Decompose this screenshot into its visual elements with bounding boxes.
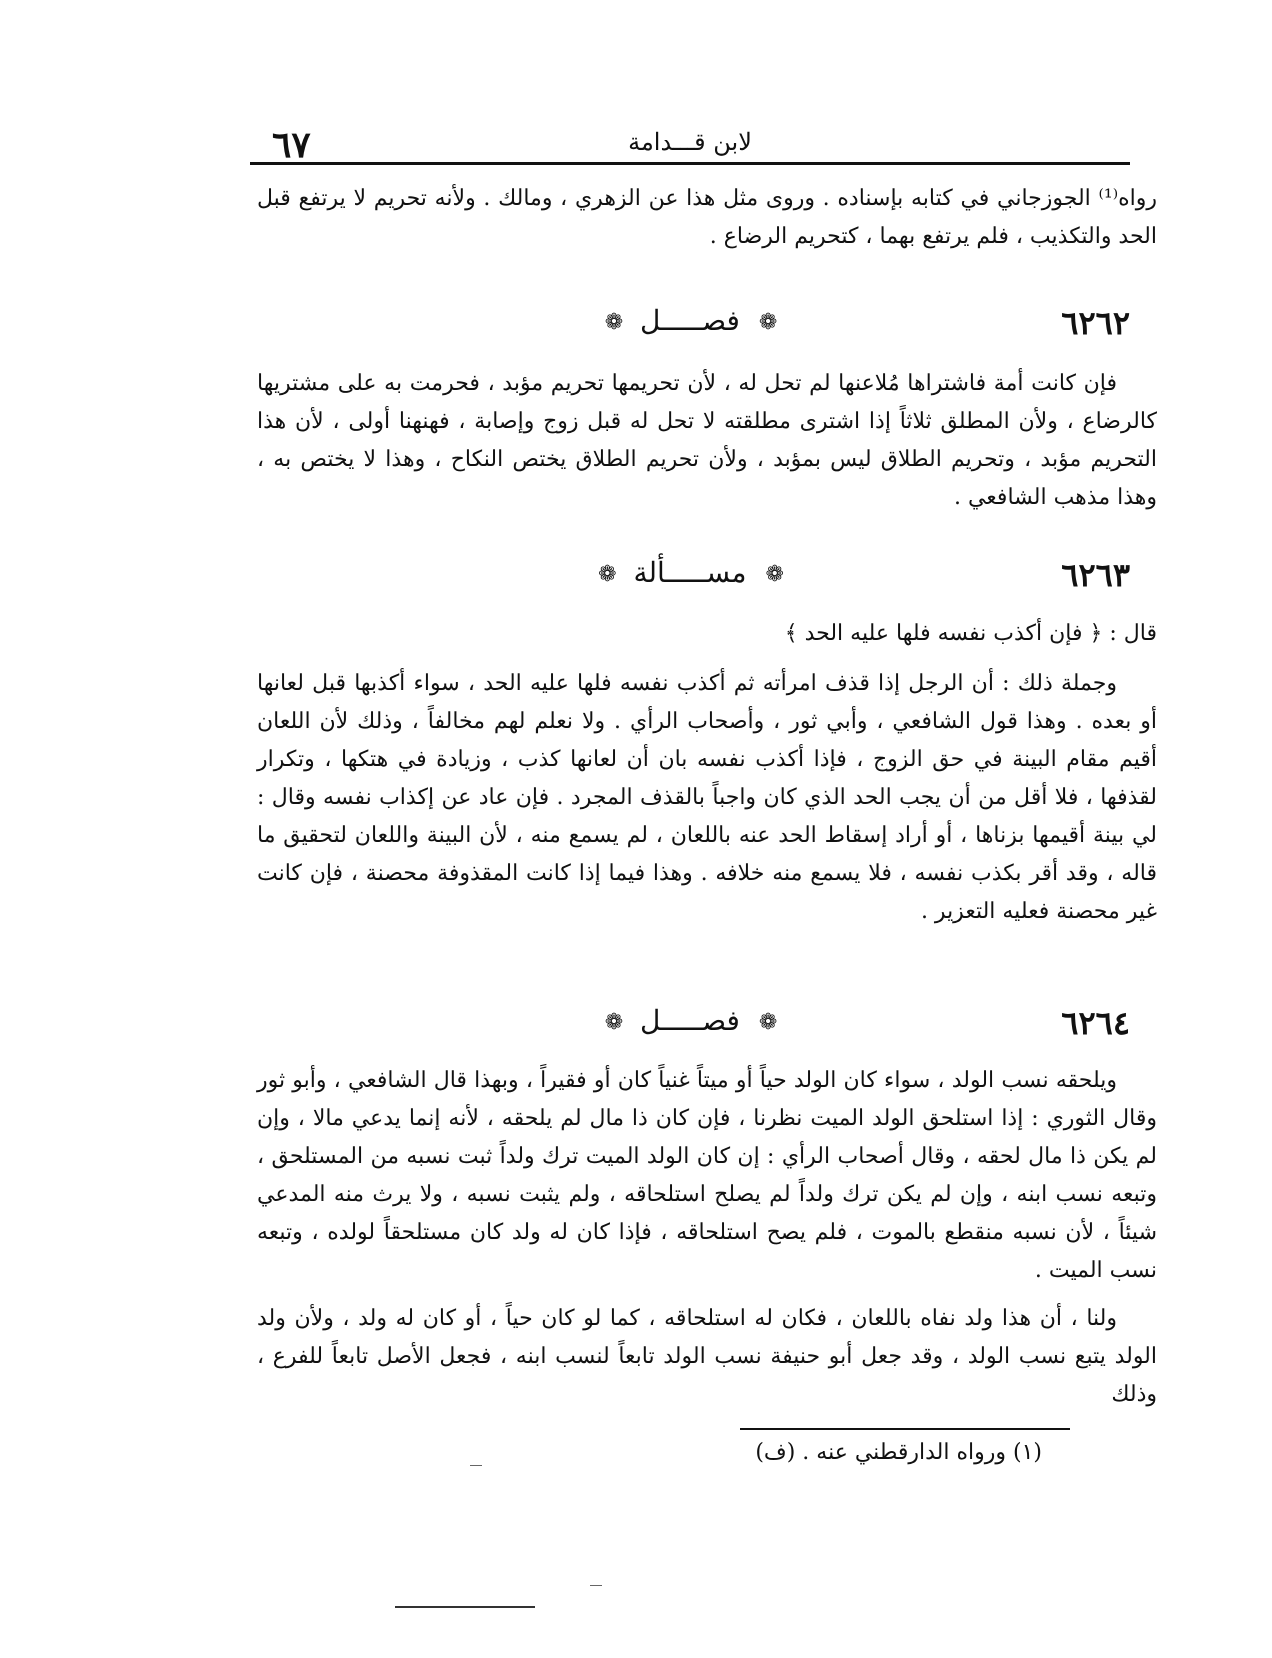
section-title: فصـــــل (640, 304, 740, 337)
bottom-rule (395, 1606, 535, 1608)
ornament-icon: ❁ (758, 1010, 776, 1035)
section-title: فصـــــل (640, 1004, 740, 1037)
scan-mark (590, 1585, 602, 1586)
section-heading-6263 (250, 552, 1130, 600)
page-number: ٦٧ (272, 124, 311, 166)
section-heading-6262 (250, 300, 1130, 348)
running-title: لابن قـــدامة (628, 128, 752, 156)
section-number: ٦٢٦٤ (1061, 1004, 1130, 1042)
section-number: ٦٢٦٢ (1061, 304, 1130, 342)
ornament-icon: ❁ (598, 562, 615, 587)
section-heading-6264 (250, 1000, 1130, 1048)
paragraph-4: ويلحقه نسب الولد ، سواء كان الولد حياً أو ميتاً غنياً كان أو فقيراً ، وبهذا قال الشافعي ، وأبو ثور وقال الثوري : إذا استلحق الولد الميت نظرنا ، فإن كان ذا مال لم يلحقه ، لأنه إنما يدعي مالا ، وإن لم يكن ذا مال لحقه ، وقال أصحاب الرأي : إن كان الولد الميت ترك ولداً ثبت نسبه من المستلحق ، وتبعه نسب ابنه ، وإن لم يكن ترك ولداً لم يصلح استلحاقه ، ولم يثبت نسبه ، ولا يرث منه المدعي شيئاً ، لأن نسبه منقطع بالموت ، فلم يصح استلحاقه ، فإذا كان له ولد كان مستلحقاً لولده ، وتبعه نسب الميت . (257, 1068, 1157, 1283)
paragraph-1: رواه⁽¹⁾ الجوزجاني في كتابه بإسناده . وروى مثل هذا عن الزهري ، ومالك . ولأنه تحريم لا يرتفع قبل الحد والتكذيب ، فلم يرتفع بهما ، كتحريم الرضاع . (257, 186, 1157, 249)
ornament-icon: ❁ (765, 562, 782, 587)
paragraph-5: ولنا ، أن هذا ولد نفاه باللعان ، فكان له استلحاقه ، كما لو كان حياً ، أو كان له ولد ، ولأن ولد الولد يتبع نسب الولد ، وقد جعل أبو حنيفة نسب الولد تابعاً لنسب ابنه ، فجعل الأصل تابعاً للفرع ، وذلك (257, 1306, 1157, 1407)
scan-mark (470, 1465, 482, 1466)
ornament-icon: ❁ (604, 1010, 622, 1035)
quoted-text: قال : ﴿ فإن أكذب نفسه فلها عليه الحد ﴾ (784, 621, 1157, 646)
paragraph-2: فإن كانت أمة فاشتراها مُلاعنها لم تحل له ، لأن تحريمها تحريم مؤبد ، فحرمت به على مشتريها كالرضاع ، ولأن المطلق ثلاثاً إذا اشترى مطلقته لا تحل له قبل زوج وإصابة ، فهنهنا أولى ، لأن هذا التحريم مؤبد ، وتحريم الطلاق ليس بمؤبد ، ولأن تحريم الطلاق يختص النكاح ، وهذا لا يختص به ، وهذا مذهب الشافعي . (257, 371, 1157, 510)
ornament-icon: ❁ (758, 310, 776, 335)
footnote: (١) ورواه الدارقطني عنه . (ف) (755, 1440, 1042, 1465)
section-number: ٦٢٦٣ (1061, 556, 1130, 594)
footnote-rule (740, 1428, 1070, 1430)
paragraph-3: وجملة ذلك : أن الرجل إذا قذف امرأته ثم أكذب نفسه فلها عليه الحد ، سواء أكذبها قبل لعانها أو بعده . وهذا قول الشافعي ، وأبي ثور ، وأصحاب الرأي . ولا نعلم لهم مخالفاً ، وذلك لأن اللعان أقيم مقام البينة في حق الزوج ، فإذا أكذب نفسه بان أن لعانها كذب ، وزيادة في هتكها ، وتكرار لقذفها ، فلا أقل من أن يجب الحد الذي كان واجباً بالقذف المجرد . فإن عاد عن إكذاب نفسه وقال : لي بينة أقيمها بزناها ، أو أراد إسقاط الحد عنه باللعان ، لم يسمع منه ، لأن البينة واللعان لتحقيق ما قاله ، وقد أقر بكذب نفسه ، فلا يسمع منه خلافه . وهذا فيما إذا كانت المقذوفة محصنة ، فإن كانت غير محصنة فعليه التعزير . (257, 671, 1157, 924)
ornament-icon: ❁ (604, 310, 622, 335)
header-rule (250, 162, 1130, 165)
section-title: مســـــألة (633, 556, 747, 589)
page-header (250, 118, 1130, 178)
